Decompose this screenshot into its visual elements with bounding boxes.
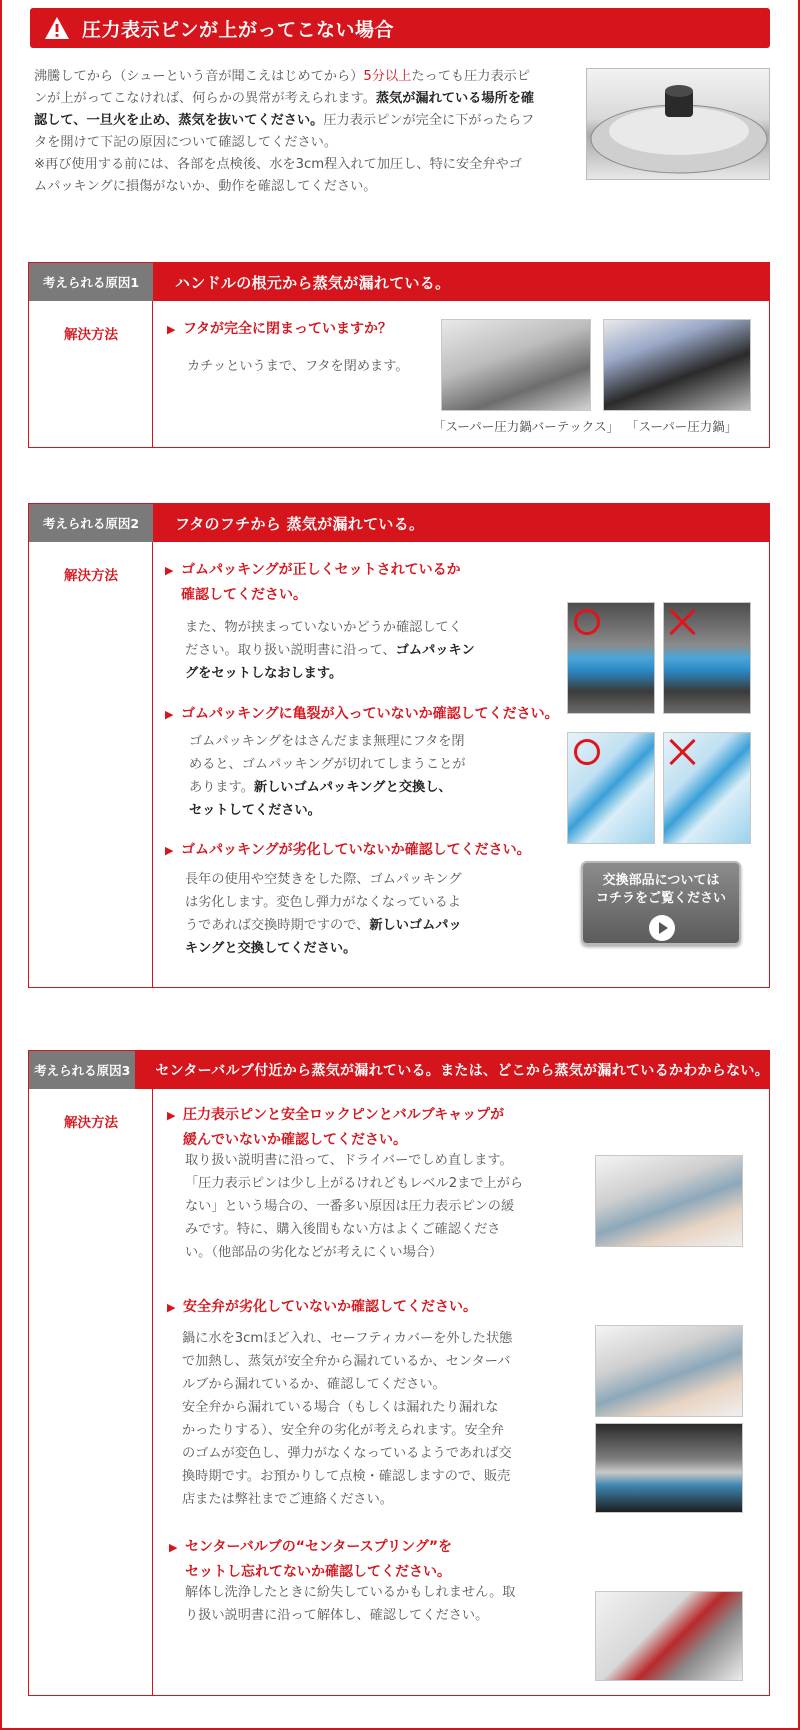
wrong-mark-icon — [668, 607, 698, 637]
cause-2-check-3: ▶ ゴムパッキングが劣化していないか確認してください。 — [165, 842, 531, 858]
cause-2-check-1: ▶ ゴムパッキングが正しくセットされているか 確認してください。 — [165, 562, 461, 603]
cause-3-check-3: ▶ センターバルブの“センタースプリング”を セットし忘れてないか確認してください。 — [169, 1539, 453, 1580]
play-icon — [649, 915, 675, 941]
cause-3-desc-3: 解体し洗浄したときに紛失しているかもしれません。取 り扱い説明書に沿って解体し、確認してください。 — [185, 1585, 516, 1623]
caption-vertex: 「スーパー圧力鍋バーテックス」 — [433, 419, 620, 434]
section-title-bar — [30, 8, 770, 48]
cause-1-title: ハンドルの根元から蒸気が漏れている。 — [153, 263, 769, 301]
warning-icon — [44, 16, 70, 40]
vertex-handle-photo — [441, 319, 591, 411]
gasket-wrong-photo — [663, 602, 751, 714]
solution-label: 解決方法 — [64, 1115, 118, 1131]
cause-3-number: 考えられる原因3 — [29, 1051, 135, 1089]
gasket-correct-photo — [567, 602, 655, 714]
cause-1-check: ▶ フタが完全に閉まっていますか？ — [167, 321, 393, 337]
wrong-mark-icon — [668, 737, 698, 767]
cause-2-desc-1: また、物が挟まっていないかどうか確認してく ださい。取り扱い説明書に沿って、ゴムパッキン グをセットしなおします。 — [185, 620, 475, 681]
cause-1-desc: カチッというまで、フタを閉めます。 — [187, 359, 409, 374]
cause-2-title: フタのフチから 蒸気が漏れている。 — [153, 504, 769, 542]
caption-super: 「スーパー圧力鍋」 — [626, 419, 738, 434]
gasket-cracked-photo — [663, 732, 751, 844]
cause-2-check-2: ▶ ゴムパッキングに亀裂が入っていないか確認してください。 — [165, 706, 559, 722]
correct-mark-icon — [574, 739, 600, 765]
highlight-time: 5分以上 — [363, 69, 412, 84]
cause-3-title: センターバルブ付近から蒸気が漏れている。または、どこから蒸気が漏れているかわからない。 — [135, 1051, 769, 1089]
cause-3-desc-2: 鍋に水を3cmほど入れ、セーフティカバーを外した状態 で加熱し、蒸気が安全弁から漏れているか、センターバ ルブから漏れているか、確認してください。 安全弁から漏れている場合（もしくは漏れたり漏れな かったりする）、安全弁の劣化が考えられます。安全弁 のゴムが変色し、弾力がなくなっているようであれば交 換時期です。お預かりして点検・確認しますので、販売 店または弊社までご連絡ください。 — [182, 1331, 513, 1507]
solution-label: 解決方法 — [64, 568, 118, 584]
pressure-cooker-lid-photo — [586, 68, 770, 180]
cause-2-desc-2: ゴムパッキングをはさんだまま無理にフタを閉 めると、ゴムパッキングが切れてしまうことが あります。新しいゴムパッキングと交換し、 セットしてください。 — [189, 734, 466, 818]
cause-1-number: 考えられる原因1 — [29, 263, 153, 301]
cause-3-desc-1: 取り扱い説明書に沿って、ドライバーでしめ直します。 「圧力表示ピンは少し上がるけれどもレベル2まで上がら ない」という場合の、一番多い原因は圧力表示ピンの緩 みです。特に、購入後間もない方はよくご確認くださ い。（他部品の劣化などが考えにくい場合） — [185, 1153, 524, 1260]
cause-2-block — [28, 503, 770, 988]
correct-mark-icon — [574, 609, 600, 635]
solution-label: 解決方法 — [64, 327, 118, 343]
intro-text: 沸騰してから（シューという音が聞こえはじめてから）5分以上たっても圧力表示ピ ンが上がってこなければ、何らかの異常が考えられます。蒸気が漏れている場所を確 認して、一旦火を止め、蒸気を抜いてください。圧力表示ピンが完全に下がったらフ タを開けて下記の原因について確認してください。 ※再び使用する前には、各部を点検後、水を3cm程入れて加圧し、特に安全弁やゴ ムパッキングに損傷がないか、動作を確認してください。 — [34, 69, 535, 194]
super-cooker-handle-photo — [603, 319, 751, 411]
gasket-ok-photo — [567, 732, 655, 844]
page-title: 圧力表示ピンが上がってこない場合 — [82, 18, 395, 41]
center-spring-photo — [595, 1591, 743, 1681]
safety-valve-rubber-photo — [595, 1423, 743, 1513]
screwdriver-pin-photo — [595, 1155, 743, 1247]
cause-2-number: 考えられる原因2 — [29, 504, 153, 542]
replacement-parts-button[interactable]: 交換部品については コチラをご覧ください — [581, 861, 741, 945]
safety-valve-photo — [595, 1325, 743, 1417]
cause-2-desc-3: 長年の使用や空焚きをした際、ゴムパッキング は劣化します。変色し弾力がなくなっているよ うであれば交換時期ですので、新しいゴムパッ キングと交換してください。 — [185, 872, 462, 956]
cause-3-check-2: ▶ 安全弁が劣化していないか確認してください。 — [167, 1299, 477, 1315]
cause-3-block — [28, 1050, 770, 1696]
cause-1-block — [28, 262, 770, 448]
cause-3-check-1: ▶ 圧力表示ピンと安全ロックピンとバルブキャップが 緩んでいないか確認してください。 — [167, 1107, 505, 1148]
